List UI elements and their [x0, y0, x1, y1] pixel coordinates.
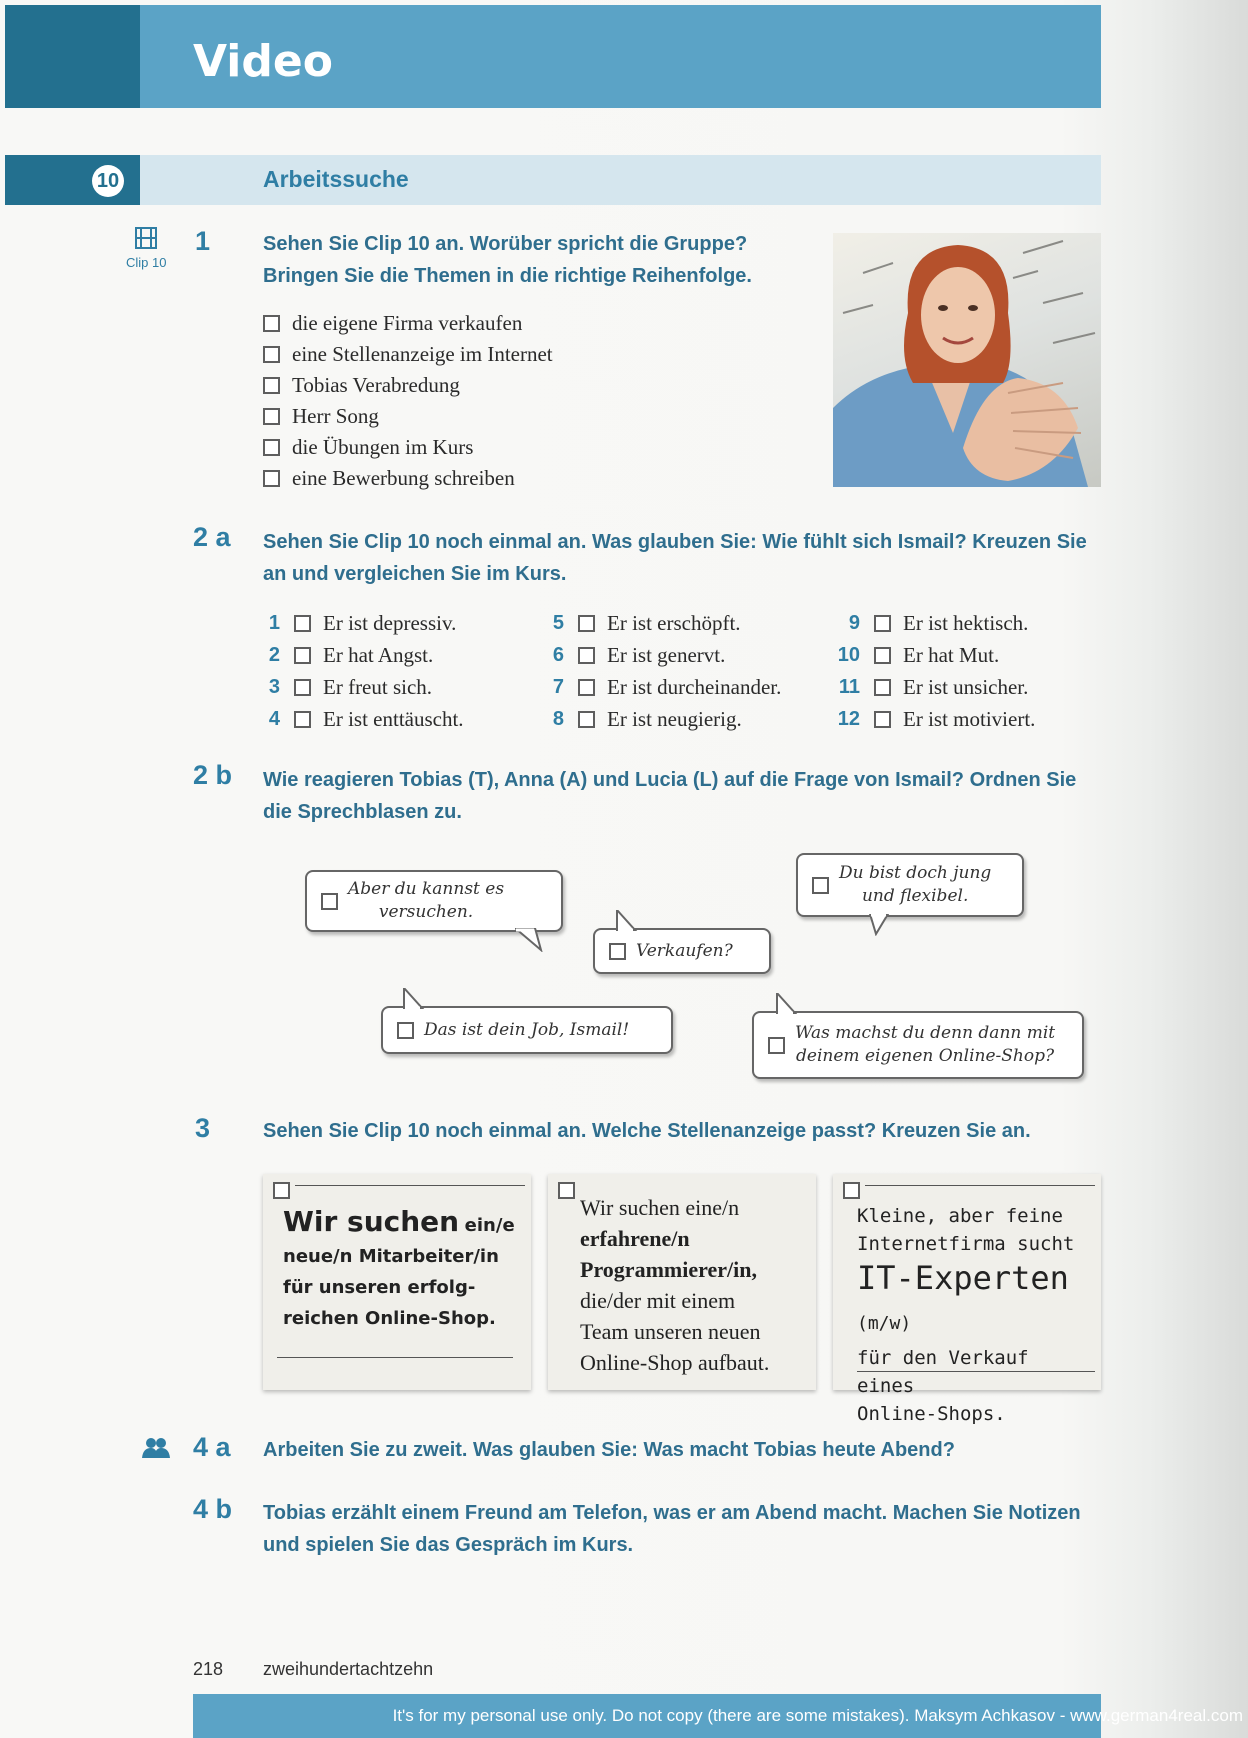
- feeling-text: Er hat Angst.: [323, 642, 434, 667]
- bubble-text: Das ist dein Job, Ismail!: [424, 1019, 630, 1040]
- clip-label: Clip 10: [126, 255, 167, 270]
- instruction-line: und spielen Sie das Gespräch im Kurs.: [263, 1534, 634, 1556]
- ad-line: Internetfirma sucht: [857, 1233, 1075, 1255]
- exercise-2a-number: 2 a: [193, 522, 231, 552]
- instruction-line: Sehen Sie Clip 10 noch einmal an. Was glauben Sie: Wie fühlt sich Ismail? Kreuzen Sie: [263, 531, 1087, 553]
- checkbox[interactable]: [558, 1182, 575, 1199]
- speech-bubble-2: [593, 928, 771, 974]
- topic-text: die Übungen im Kurs: [292, 435, 474, 459]
- ad-headline: Wir suchen: [283, 1205, 460, 1238]
- ad-rule: [857, 1371, 1095, 1372]
- exercise-4a-instruction: Arbeiten Sie zu zweit. Was glauben Sie: Was macht Tobias heute Abend?: [263, 1439, 955, 1461]
- ad-line: für unseren erfolg-: [283, 1277, 476, 1298]
- ad-rule: [865, 1185, 1095, 1186]
- ad-line: erfahrene/n: [580, 1226, 690, 1251]
- checkbox[interactable]: [263, 315, 280, 332]
- checkbox[interactable]: [578, 647, 595, 664]
- ad-line: reichen Online-Shop.: [283, 1308, 496, 1329]
- ad-line: Online-Shops.: [857, 1403, 1006, 1425]
- topic-text: Tobias Verabredung: [292, 373, 460, 397]
- ad-line: Online-Shop aufbaut.: [580, 1350, 770, 1375]
- topic-item: [263, 370, 553, 401]
- ad-rule: [295, 1185, 525, 1186]
- ad-headline-suffix: ein/e: [464, 1215, 515, 1236]
- exercise-1-topic-list: [263, 308, 553, 494]
- bubble-text: Verkaufen?: [636, 940, 733, 961]
- exercise-1-instruction: [263, 228, 823, 292]
- bubble-line: versuchen.: [378, 902, 474, 922]
- bubble-line: Was machst du denn dann mit: [795, 1023, 1056, 1043]
- feelings-column-1: [240, 607, 464, 735]
- item-number: 10: [837, 643, 860, 666]
- topic-text: eine Stellenanzeige im Internet: [292, 342, 553, 366]
- item-number: 8: [552, 707, 564, 730]
- exercise-2b-instruction: [263, 764, 1103, 828]
- item-number: 1: [268, 611, 280, 634]
- exercise-1-number: 1: [195, 226, 211, 256]
- page-number-word: zweihundertachtzehn: [263, 1659, 434, 1679]
- topic-item: [263, 308, 553, 339]
- checkbox[interactable]: [874, 647, 891, 664]
- item-number: 11: [838, 675, 860, 698]
- feeling-item: [524, 639, 781, 671]
- ad-3-text: [857, 1202, 1097, 1428]
- ad-line: neue/n Mitarbeiter/in: [283, 1246, 499, 1267]
- exercise-3-instruction: Sehen Sie Clip 10 noch einmal an. Welche Stellenanzeige passt? Kreuzen Sie an.: [263, 1120, 1031, 1142]
- speech-bubble-5: [752, 1011, 1084, 1079]
- topic-text: die eigene Firma verkaufen: [292, 311, 523, 335]
- feeling-item: [820, 639, 1035, 671]
- exercise-4b-instruction: [263, 1497, 1103, 1561]
- topic-item: [263, 401, 553, 432]
- feeling-text: Er ist erschöpft.: [607, 610, 741, 635]
- feeling-text: Er ist durcheinander.: [607, 674, 782, 699]
- checkbox[interactable]: [874, 615, 891, 632]
- exercise-3-number: 3: [195, 1113, 211, 1143]
- bubble-tail: [515, 928, 545, 952]
- feeling-text: Er freut sich.: [323, 674, 433, 699]
- ad-line: Team unseren neuen: [580, 1319, 761, 1344]
- item-number: 7: [552, 675, 564, 698]
- bubble-tail: [615, 910, 639, 932]
- exercise-2b-number: 2 b: [193, 760, 233, 790]
- feeling-text: Er ist enttäuscht.: [323, 706, 464, 731]
- topic-text: eine Bewerbung schreiben: [292, 466, 515, 490]
- bubble-tail: [402, 988, 426, 1010]
- instruction-line: an und vergleichen Sie im Kurs.: [263, 563, 567, 585]
- exercise-4a-number: 4 a: [193, 1432, 231, 1462]
- topic-item: [263, 339, 553, 370]
- ad-line: Kleine, aber feine: [857, 1205, 1063, 1227]
- feeling-item: [240, 607, 464, 639]
- speech-bubble-1: [305, 870, 563, 932]
- checkbox[interactable]: [578, 615, 595, 632]
- ad-line: Programmierer/in,: [580, 1257, 757, 1282]
- ad-1-text: [283, 1206, 523, 1334]
- instruction-line: Wie reagieren Tobias (T), Anna (A) und Lucia (L) auf die Frage von Ismail? Ordnen Sie: [263, 769, 1077, 791]
- ad-line: für den Verkauf eines: [857, 1347, 1029, 1397]
- item-number: 3: [268, 675, 280, 698]
- ad-line: die/der mit einem: [580, 1288, 736, 1313]
- video-still-photo: [833, 233, 1101, 487]
- ad-2-text: [580, 1192, 816, 1378]
- feeling-text: Er ist neugierig.: [607, 706, 742, 731]
- feeling-item: [524, 671, 781, 703]
- item-number: 12: [837, 707, 860, 730]
- checkbox[interactable]: [812, 877, 829, 894]
- page-title: Video: [193, 36, 333, 87]
- checkbox[interactable]: [609, 943, 626, 960]
- checkbox[interactable]: [263, 408, 280, 425]
- bubble-text: [348, 878, 504, 924]
- section-band: [5, 155, 1101, 205]
- checkbox[interactable]: [397, 1022, 414, 1039]
- film-clip-icon: [133, 226, 159, 250]
- page-number: 218: [193, 1659, 224, 1679]
- item-number: 6: [552, 643, 564, 666]
- header-dark-block: [5, 5, 140, 108]
- feeling-text: Er ist depressiv.: [323, 610, 457, 635]
- feeling-text: Er ist motiviert.: [903, 706, 1036, 731]
- watermark-text: It's for my personal use only. Do not copy (there are some mistakes). Maksym Achkasov - www.german4real.com: [392, 1706, 1243, 1725]
- checkbox[interactable]: [263, 470, 280, 487]
- topic-item: [263, 463, 553, 494]
- instruction-line: Bringen Sie die Themen in die richtige Reihenfolge.: [263, 265, 752, 287]
- bubble-line: Aber du kannst es: [348, 879, 505, 899]
- job-ad-1: [263, 1174, 531, 1390]
- checkbox[interactable]: [768, 1037, 785, 1054]
- bubble-tail: [868, 914, 892, 936]
- feelings-column-2: [524, 607, 781, 735]
- feeling-item: [820, 703, 1035, 735]
- feeling-item: [820, 671, 1035, 703]
- instruction-line: Sehen Sie Clip 10 an. Worüber spricht die Gruppe?: [263, 233, 748, 255]
- instruction-line: die Sprechblasen zu.: [263, 801, 462, 823]
- ad-line: Wir suchen eine/n: [580, 1195, 740, 1220]
- chapter-number-badge: 10: [92, 165, 124, 197]
- section-title: Arbeitssuche: [263, 166, 409, 192]
- checkbox[interactable]: [578, 679, 595, 696]
- bubble-line: und flexibel.: [861, 886, 969, 906]
- feeling-item: [240, 639, 464, 671]
- checkbox[interactable]: [294, 679, 311, 696]
- speech-bubble-3: [796, 853, 1024, 917]
- checkbox[interactable]: [273, 1182, 290, 1199]
- exercise-4b-number: 4 b: [193, 1494, 233, 1524]
- checkbox[interactable]: [263, 346, 280, 363]
- ad-rule: [277, 1357, 513, 1358]
- topic-text: Herr Song: [292, 404, 379, 428]
- feeling-item: [524, 607, 781, 639]
- exercise-2a-instruction: [263, 526, 1103, 590]
- feeling-item: [240, 671, 464, 703]
- feeling-text: Er ist hektisch.: [903, 610, 1029, 635]
- checkbox[interactable]: [263, 439, 280, 456]
- feelings-column-3: [820, 607, 1035, 735]
- bubble-line: Du bist doch jung: [839, 863, 992, 883]
- ad-headline: IT-Experten: [857, 1259, 1069, 1297]
- feeling-text: Er hat Mut.: [903, 642, 1000, 667]
- bubble-text: [839, 862, 991, 908]
- feeling-item: [240, 703, 464, 735]
- feeling-item: [820, 607, 1035, 639]
- instruction-line: Tobias erzählt einem Freund am Telefon, was er am Abend macht. Machen Sie Notizen: [263, 1502, 1081, 1524]
- checkbox[interactable]: [843, 1182, 860, 1199]
- checkbox[interactable]: [294, 647, 311, 664]
- checkbox[interactable]: [874, 711, 891, 728]
- face-shape: [921, 267, 995, 363]
- feeling-text: Er ist unsicher.: [903, 674, 1029, 699]
- checkbox[interactable]: [294, 615, 311, 632]
- feeling-item: [524, 703, 781, 735]
- bubble-line: deinem eigenen Online-Shop?: [796, 1046, 1055, 1066]
- item-number: 2: [268, 643, 280, 666]
- job-ad-2: [548, 1174, 816, 1390]
- item-number: 5: [552, 611, 564, 634]
- checkbox[interactable]: [263, 377, 280, 394]
- item-number: 4: [268, 707, 280, 730]
- item-number: 9: [848, 611, 860, 634]
- checkbox[interactable]: [294, 711, 311, 728]
- job-ad-3: [833, 1174, 1101, 1425]
- topic-item: [263, 432, 553, 463]
- ad-headline-suffix: (m/w): [857, 1313, 912, 1334]
- checkbox[interactable]: [578, 711, 595, 728]
- speech-bubble-4: [381, 1006, 673, 1054]
- feeling-text: Er ist genervt.: [607, 642, 726, 667]
- bubble-text: [795, 1022, 1055, 1068]
- checkbox[interactable]: [874, 679, 891, 696]
- pair-work-icon: [142, 1437, 170, 1464]
- header-band: [5, 5, 1101, 108]
- checkbox[interactable]: [321, 893, 338, 910]
- bubble-tail: [775, 993, 799, 1015]
